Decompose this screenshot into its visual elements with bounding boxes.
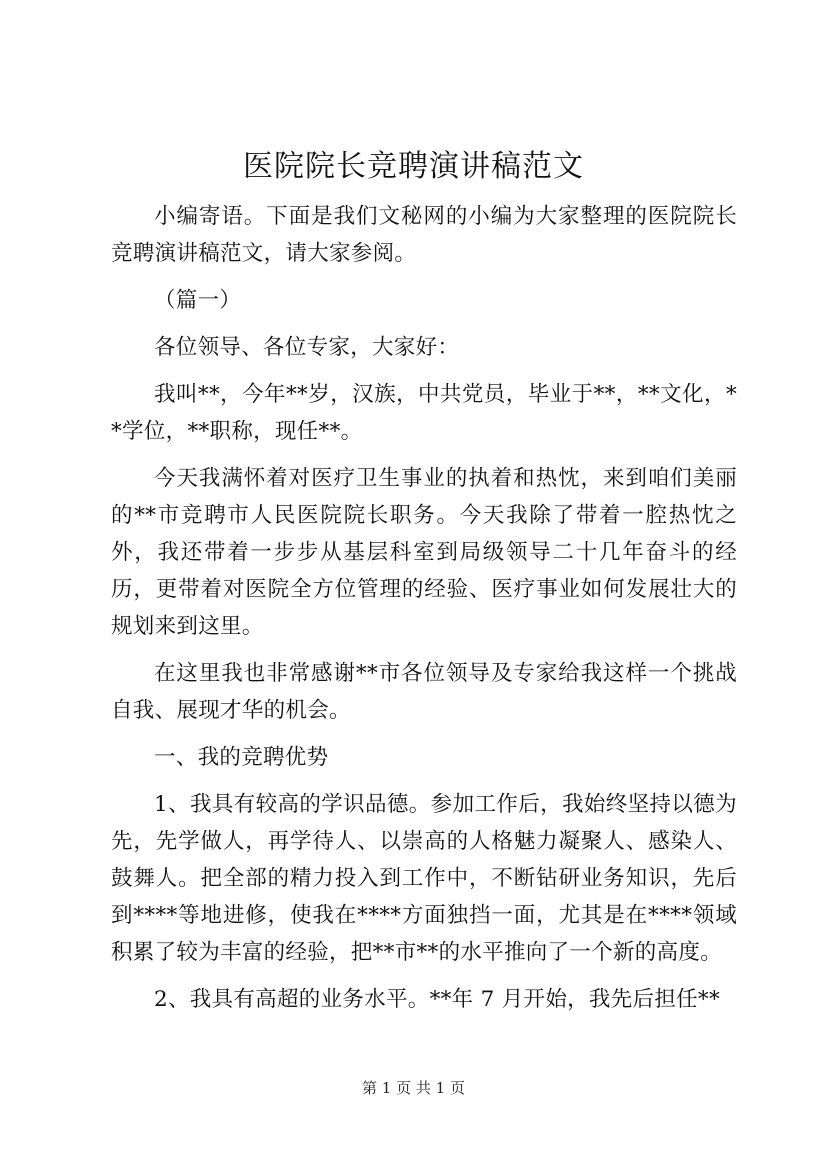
advantage-two-paragraph: 2、我具有高超的业务水平。**年 7 月开始，我先后担任**: [154, 987, 721, 1012]
intro-paragraph: 小编寄语。下面是我们文秘网的小编为大家整理的医院院长竞聘演讲稿范文，请大家参阅。: [111, 204, 737, 266]
document-body: [111, 198, 737, 1018]
self-introduction-paragraph: 我叫**，今年**岁，汉族，中共党员，毕业于**，**文化，**学位，**职称，现任**。: [111, 382, 737, 444]
section-heading: 一、我的竞聘优势: [154, 745, 329, 770]
thanks-paragraph: 在这里我也非常感谢**市各位领导及专家给我这样一个挑战自我、展现才华的机会。: [111, 661, 737, 723]
document-title: 医院院长竞聘演讲稿范文: [243, 149, 584, 184]
greeting-paragraph: 各位领导、各位专家，大家好：: [154, 335, 460, 360]
motivation-paragraph: 今天我满怀着对医疗卫生事业的执着和热忱，来到咱们美丽的**市竞聘市人民医院院长职务。今天我除了带着一腔热忱之外，我还带着一步步从基层科室到局级领导二十几年奋斗的经历，更带着对医院全方位管理的经验、医疗事业如何发展壮大的规划来到这里。: [111, 466, 737, 639]
section-label: （篇一）: [154, 288, 242, 313]
advantage-one-paragraph: 1、我具有较高的学识品德。参加工作后，我始终坚持以德为先，先学做人，再学待人、以崇高的人格魅力凝聚人、感染人、鼓舞人。把全部的精力投入到工作中，不断钻研业务知识，先后到****等地进修，使我在****方面独挡一面，尤其是在****领域积累了较为丰富的经验，把**市**的水平推向了一个新的高度。: [111, 792, 737, 965]
page-footer: 第 1 页 共 1 页: [362, 1079, 465, 1097]
